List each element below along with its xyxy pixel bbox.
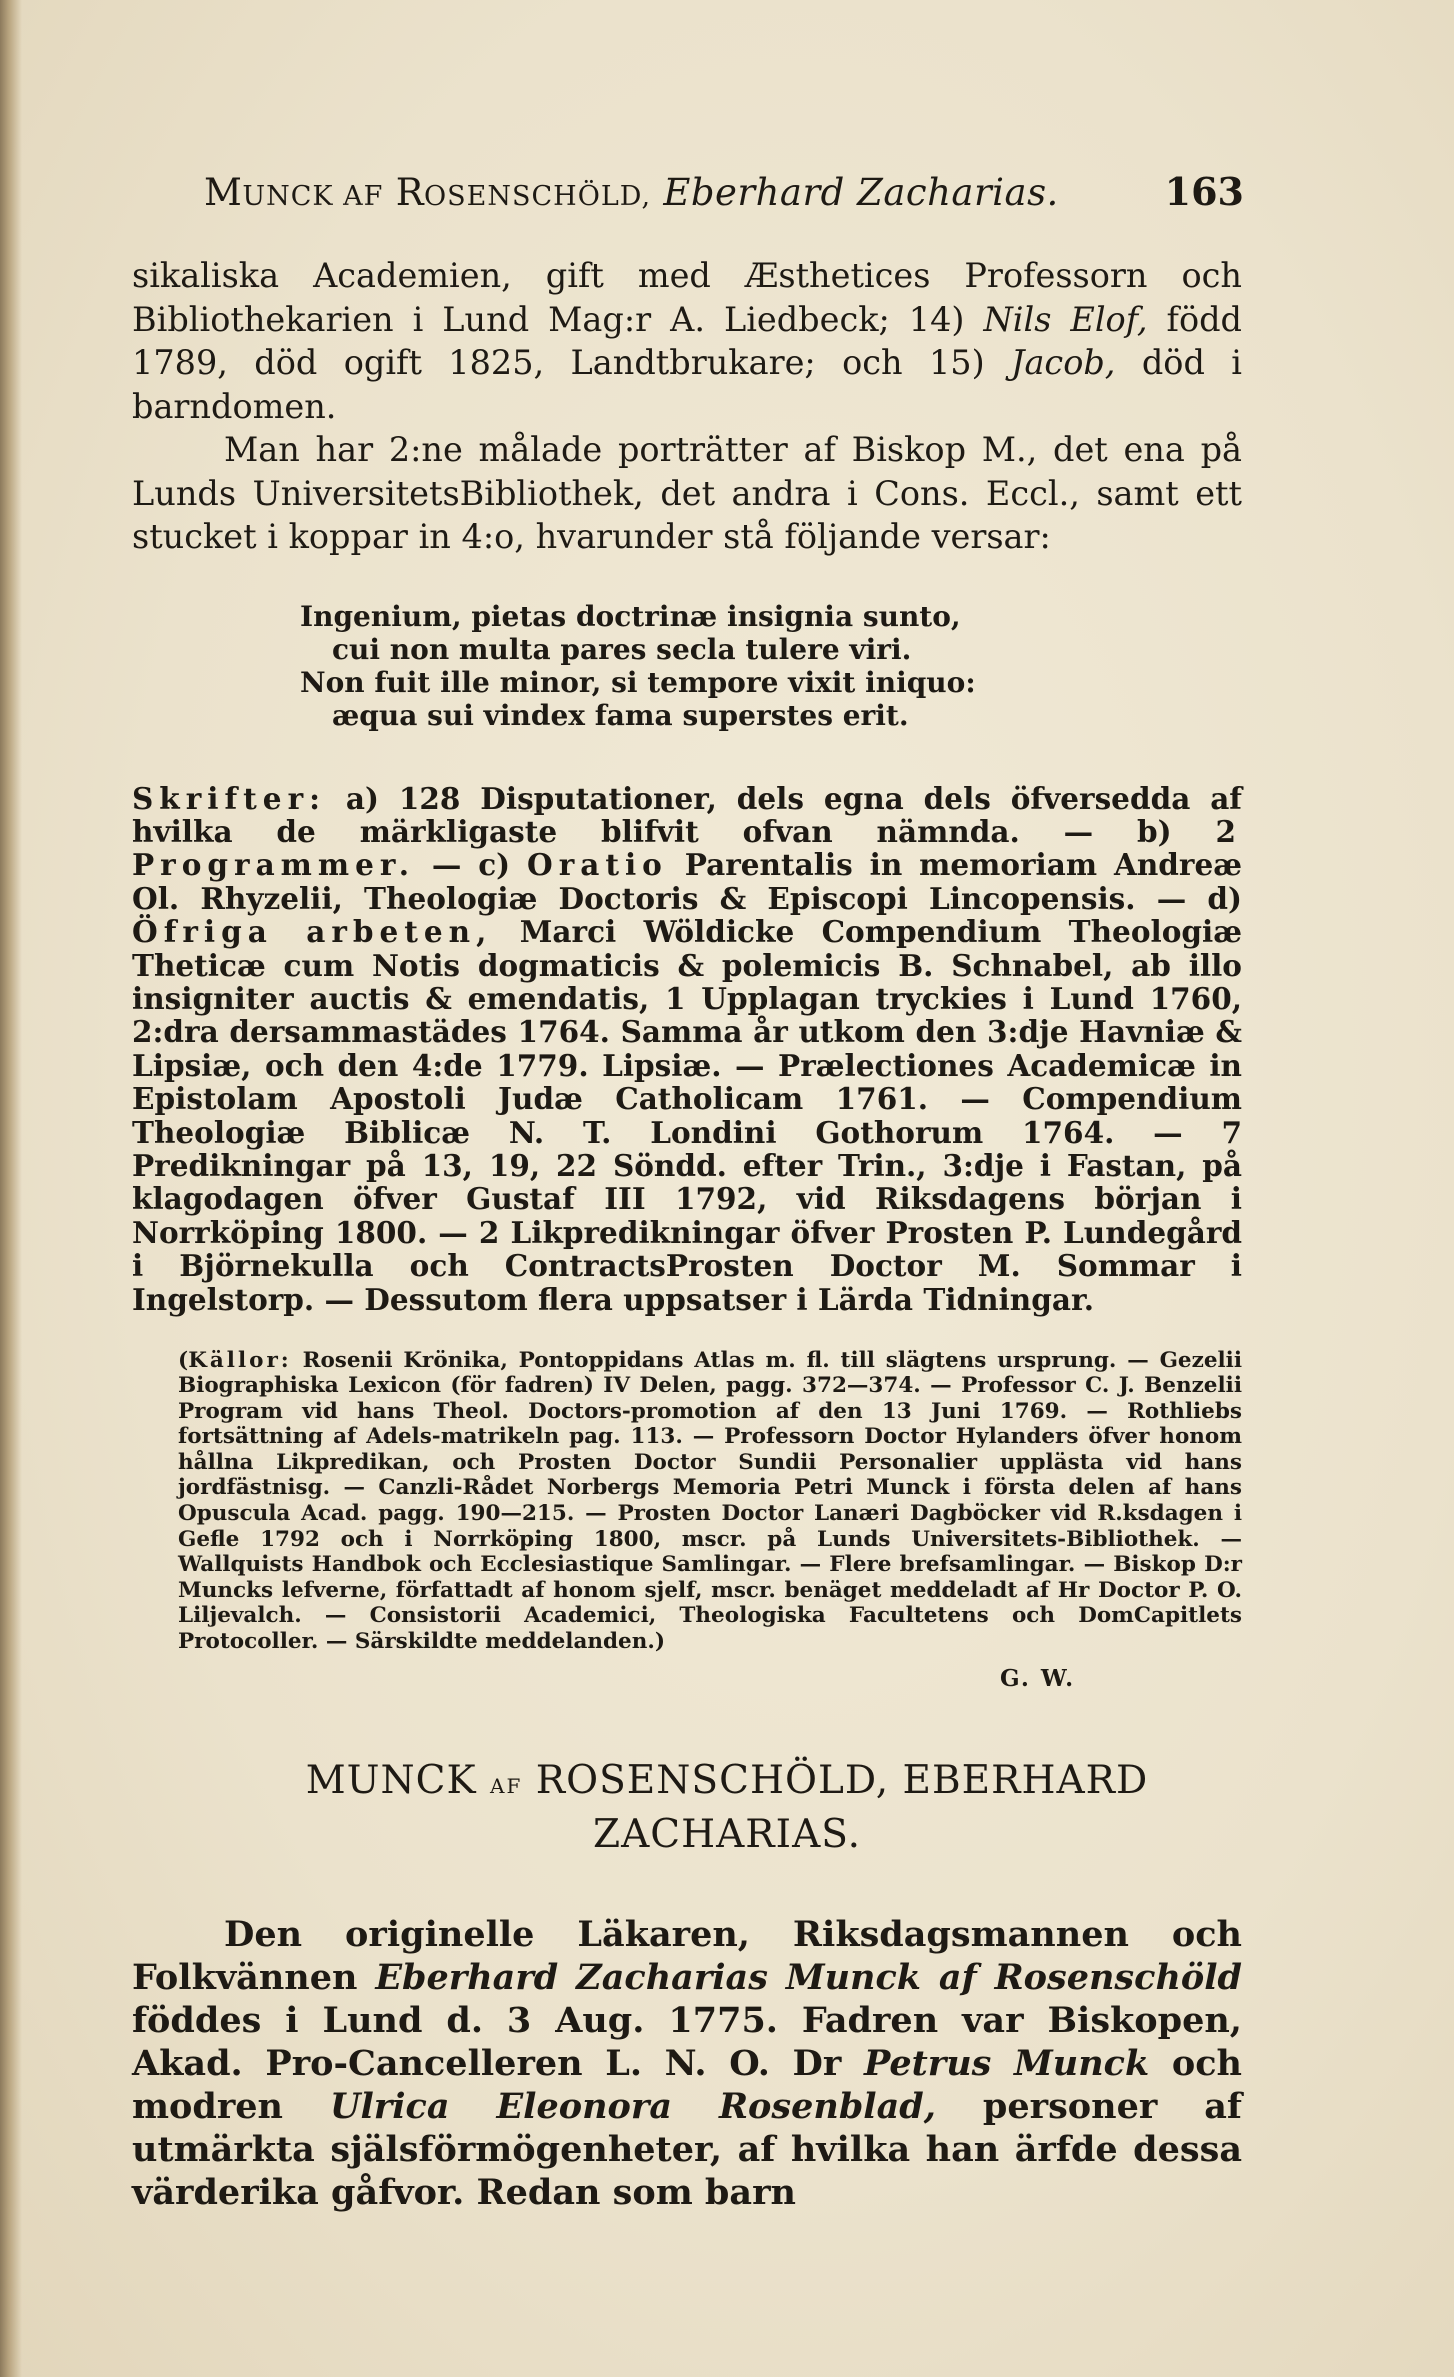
running-head	[204, 170, 1244, 219]
author-signature: G. W.	[1000, 1665, 1076, 1692]
subject-name: Eberhard Zacharias Munck af Rosenschöld	[375, 1957, 1242, 1998]
verse-line: Ingenium, pietas doctrinæ insignia sunto,	[300, 600, 961, 633]
verse-line: Non fuit ille minor, si tempore vixit iniquo:	[300, 666, 976, 699]
sources-paragraph: (Källor: Rosenii Krönika, Pontoppidans Atlas m. fl. till slägtens ursprung. — Gezelii Biographiska Lexicon (för fadren) IV Delen, pagg. 372—374. — Professor C. J. Benzelii Program vid hans Theol. Doctors-promotion af den 13 Juni 1769. — Rothliebs fortsättning af Adels-matrikeln pag. 113. — Professorn Doctor Hylanders öfver honom hållna Likpredikan, och Prosten Doctor Sundii Personalier upplästa vid hans jordfästnisg. — Canzli-Rådet Norbergs Memoria Petri Munck i första delen af hans Opuscula Acad. pagg. 190—215. — Prosten Doctor Lanæri Dagböcker vid R.ksdagen i Gefle 1792 och i Norrköping 1800, mscr. på Lunds Universitets-Bibliothek. — Wallquists Handbok och Ecclesiastique Samlingar. — Flere brefsamlingar. — Biskop D:r Muncks lefverne, författadt af honom sjelf, mscr. benäget meddeladt af Hr Doctor P. O. Liljevalch. — Consistorii Academici, Theologiska Facultetens och DomCapitlets Protocoller. — Särskildte meddelanden.)	[178, 1347, 1242, 1655]
father-name: Petrus Munck	[863, 2043, 1150, 2084]
verse-line: æqua sui vindex fama superstes erit.	[332, 699, 909, 732]
page-number: 163	[1164, 169, 1244, 214]
biography-paragraph: Den originelle Läkaren, Riksdagsmannen och Folkvännen Eberhard Zacharias Munck af Rosenschöld föddes i Lund d. 3 Aug. 1775. Fadren var Biskopen, Akad. Pro-Cancelleren L. N. O. Dr Petrus Munck och modren Ulrica Eleonora Rosenblad, personer af utmärkta själsförmögenheter, af hvilka han ärfde dessa värderika gåfvor. Redan som barn	[132, 1914, 1242, 2213]
biography-section	[132, 1878, 1242, 2249]
writings-paragraph: Skrifter: a) 128 Disputationer, dels egna dels öfversedda af hvilka de märkligaste blifvit ofvan nämnda. — b) 2 Programmer. — c) Oratio Parentalis in memoriam Andreæ Ol. Rhyzelii, Theologiæ Doctoris & Episcopi Lincopensis. — d) Öfriga arbeten, Marci Wöldicke Compendium Theologiæ Theticæ cum Notis dogmaticis & polemicis B. Schnabel, ab illo insigniter auctis & emendatis, 1 Upplagan tryckies i Lund 1760, 2:dra dersammastädes 1764. Samma år utkom den 3:dje Havniæ & Lipsiæ, och den 4:de 1779. Lipsiæ. — Prælectiones Academicæ in Epistolam Apostoli Judæ Catholicam 1761. — Compendium Theologiæ Biblicæ N. T. Londini Gothorum 1764. — 7 Predikningar på 13, 19, 22 Söndd. efter Trin., 3:dje i Fastan, på klagodagen öfver Gustaf III 1792, vid Riksdagens början i Norrköping 1800. — 2 Likpredikningar öfver Prosten P. Lundegård i Björnekulla och ContractsProsten Doctor M. Sommar i Ingelstorp. — Dessutom flera uppsatser i Lärda Tidningar.	[132, 780, 1242, 1317]
verse-line: cui non multa pares secla tulere viri.	[332, 633, 912, 666]
sources-section	[178, 1326, 1242, 1676]
epigraph-verse	[300, 600, 1200, 732]
paragraph-family	[132, 254, 1242, 559]
writings-section	[132, 752, 1242, 1346]
entry-title-line-2: ZACHARIAS.	[593, 1812, 861, 1857]
writings-label: Skrifter:	[132, 780, 327, 816]
paragraph-children: sikaliska Academien, gift med Æsthetices Professorn och Bibliothekarien i Lund Mag:r A. Liedbeck; 14) Nils Elof, född 1789, död ogift 1825, Landtbrukare; och 15) Jacob, död i barndomen.	[132, 256, 1242, 426]
entry-title-line-1: MUNCK AF ROSENSCHÖLD, EBERHARD	[305, 1758, 1149, 1803]
sources-label: Källor:	[188, 1347, 292, 1373]
running-head-given-name: Eberhard Zacharias.	[663, 171, 1059, 214]
mother-name: Ulrica Eleonora Rosenblad,	[329, 2086, 936, 2127]
running-head-title: MUNCK AF ROSENSCHÖLD, Eberhard Zacharias.	[204, 171, 1059, 214]
page-binding-edge	[0, 0, 22, 2377]
paragraph-portraits: Man har 2:ne målade porträtter af Biskop M., det ena på Lunds UniversitetsBibliothek, det andra i Cons. Eccl., samt ett stucket i koppar in 4:o, hvarunder stå följande versar:	[132, 430, 1242, 556]
